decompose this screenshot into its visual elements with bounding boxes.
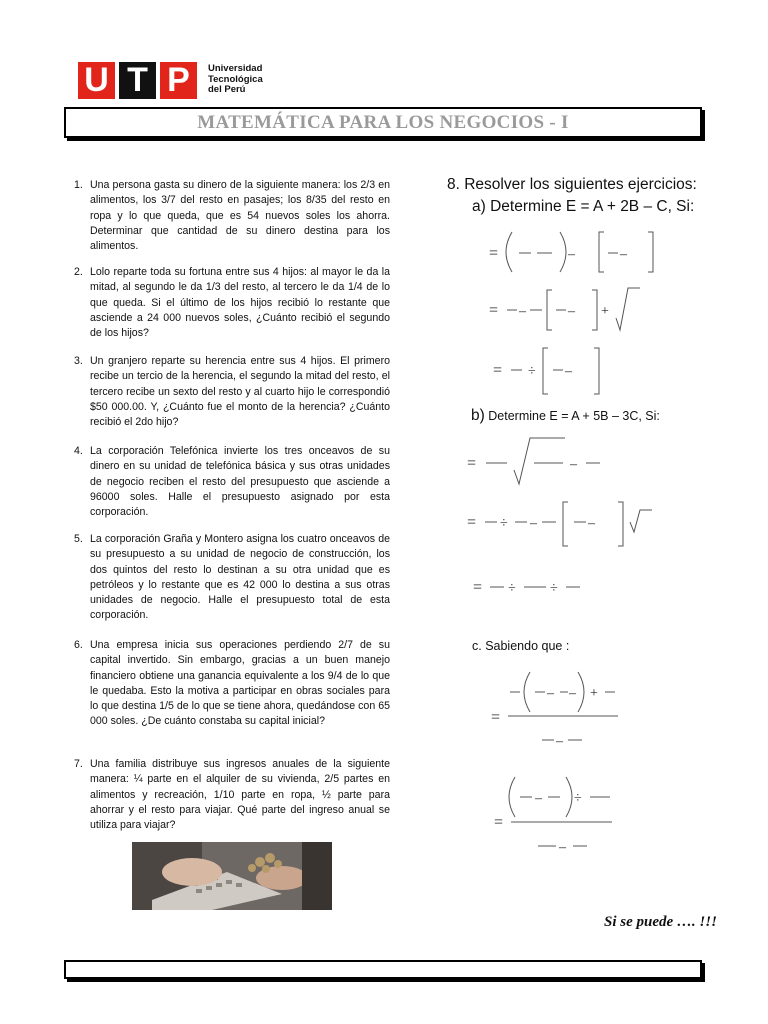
- svg-text:=: =: [467, 455, 477, 472]
- svg-text:=: =: [489, 245, 499, 262]
- logo-letter-p: P: [160, 62, 197, 99]
- svg-text:–: –: [568, 247, 575, 262]
- svg-text:÷: ÷: [528, 364, 536, 379]
- equation-c2: [494, 777, 612, 855]
- problem-number: 5.: [74, 533, 83, 545]
- svg-text:–: –: [570, 457, 577, 472]
- svg-text:–: –: [519, 304, 526, 319]
- exercise-8b-text: Determine E = A + 5B – 3C, Si:: [484, 409, 660, 423]
- exercise-8a-label: a) Determine E = A + 2B – C, Si:: [472, 198, 695, 215]
- problem-number: 3.: [74, 355, 83, 367]
- svg-text:–: –: [556, 734, 563, 749]
- svg-text:=: =: [489, 302, 499, 319]
- problem-number: 2.: [74, 266, 83, 278]
- svg-text:–: –: [569, 686, 576, 701]
- svg-text:–: –: [565, 364, 572, 379]
- exercise-8-heading: 8. Resolver los siguientes ejercicios:: [447, 176, 697, 193]
- svg-text:–: –: [568, 304, 575, 319]
- exercise-8b-prefix: b): [471, 407, 485, 424]
- closing-note: Si se puede …. !!!: [604, 914, 717, 930]
- equation-b3: [473, 579, 580, 596]
- svg-text:–: –: [547, 686, 554, 701]
- svg-text:=: =: [491, 709, 501, 726]
- svg-text:=: =: [467, 514, 477, 531]
- course-title: MATEMÁTICA PARA LOS NEGOCIOS - I: [197, 112, 569, 133]
- svg-text:–: –: [620, 247, 627, 262]
- problem-text: Un granjero reparte su herencia entre sus 4 hijos. El primero recibe un tercio de la herencia, el segundo la mitad del resto, el tercero recibe un sexto del resto y al cuarto hijo le correspondió $50 000.00. Y, ¿Cuánto fue el monto de la herencia? ¿Cuánto recibió el 2do hijo?: [90, 355, 390, 429]
- problem-number: 6.: [74, 639, 83, 651]
- problem-text: Lolo reparte toda su fortuna entre sus 4 hijos: al mayor le da la mitad, al segundo le da 1/3 del resto, al tercero le da 1/4 de lo que queda. Si el último de los hijos recibió lo restante que asciende a 24 000 nuevos soles, ¿Cuánto recibió el segundo de los hijos?: [90, 266, 390, 340]
- problem-text: Una empresa inicia sus operaciones perdiendo 2/7 de su capital invertido. Sin embargo, gracias a un buen manejo financiero obtiene una ganancia equivalente a los 9/4 de lo que le quedaba. Esto la motiva a participar en obras sociales para lo que destina 1/5 de lo que se tiene ahora, quedándose con 65 000 soles. ¿De cuánto constaba su capital inicial?: [90, 639, 390, 728]
- problem-number: 7.: [74, 758, 83, 770]
- equation-b1: [467, 438, 600, 484]
- logo-letter-u: U: [78, 62, 115, 99]
- problem-text: Una familia distribuye sus ingresos anuales de la siguiente manera: ¼ parte en el alquiler de su vivienda, 2/5 partes en alimentos y recreación, 1/10 parte en ropa, ½ parte para ahorrar y el resto para viajar. Qué parte del ingreso anual se utiliza para viajar?: [90, 758, 390, 832]
- equation-b2: [467, 502, 652, 546]
- problem-text: La corporación Graña y Montero asigna los cuatro onceavos de su presupuesto a su unidad de negocio de construcción, los dos quintos del resto lo destinan a su otra unidad que es petróleos y lo restante que es 42 000 lo destina a sus otras unidades de negocio. Halle el presupuesto total de esta corporación.: [90, 533, 390, 622]
- svg-text:–: –: [559, 840, 566, 855]
- svg-text:÷: ÷: [550, 581, 558, 596]
- exercise-8c-label: c. Sabiendo que :: [472, 639, 570, 653]
- svg-text:–: –: [530, 516, 537, 531]
- svg-text:+: +: [590, 686, 598, 701]
- problem-number: 4.: [74, 445, 83, 457]
- equation-c1: [491, 672, 618, 749]
- svg-text:÷: ÷: [508, 581, 516, 596]
- svg-text:–: –: [588, 516, 595, 531]
- svg-text:=: =: [493, 362, 503, 379]
- problem-text: La corporación Telefónica invierte los tres onceavos de su dinero en su unidad de telefónica básica y sus otras unidades de negocio reciben el resto del presupuesto que asciende a 96000 soles. Halle el presupuesto asignado por esta corporación.: [90, 445, 390, 519]
- svg-text:÷: ÷: [500, 516, 508, 531]
- university-name: Universidad Tecnológica del Perú: [208, 63, 263, 95]
- equation-a2: [489, 288, 640, 330]
- equation-a1: [489, 232, 653, 272]
- svg-text:=: =: [473, 579, 483, 596]
- equation-a3: [493, 348, 599, 394]
- svg-text:–: –: [535, 791, 542, 806]
- problem-number: 1.: [74, 179, 83, 191]
- problem-text: Una persona gasta su dinero de la siguiente manera: los 2/3 en alimentos, los 3/7 del resto en pasajes; los 8/35 del resto en ropa y lo que queda, que es 54 nuevos soles los ahorra. Determinar que cantidad de su dinero destina para los alimentos.: [90, 179, 390, 253]
- svg-text:÷: ÷: [574, 791, 582, 806]
- svg-text:=: =: [494, 814, 504, 831]
- footer-box: [64, 960, 702, 979]
- svg-text:+: +: [601, 304, 609, 319]
- logo-letter-t: T: [119, 62, 156, 99]
